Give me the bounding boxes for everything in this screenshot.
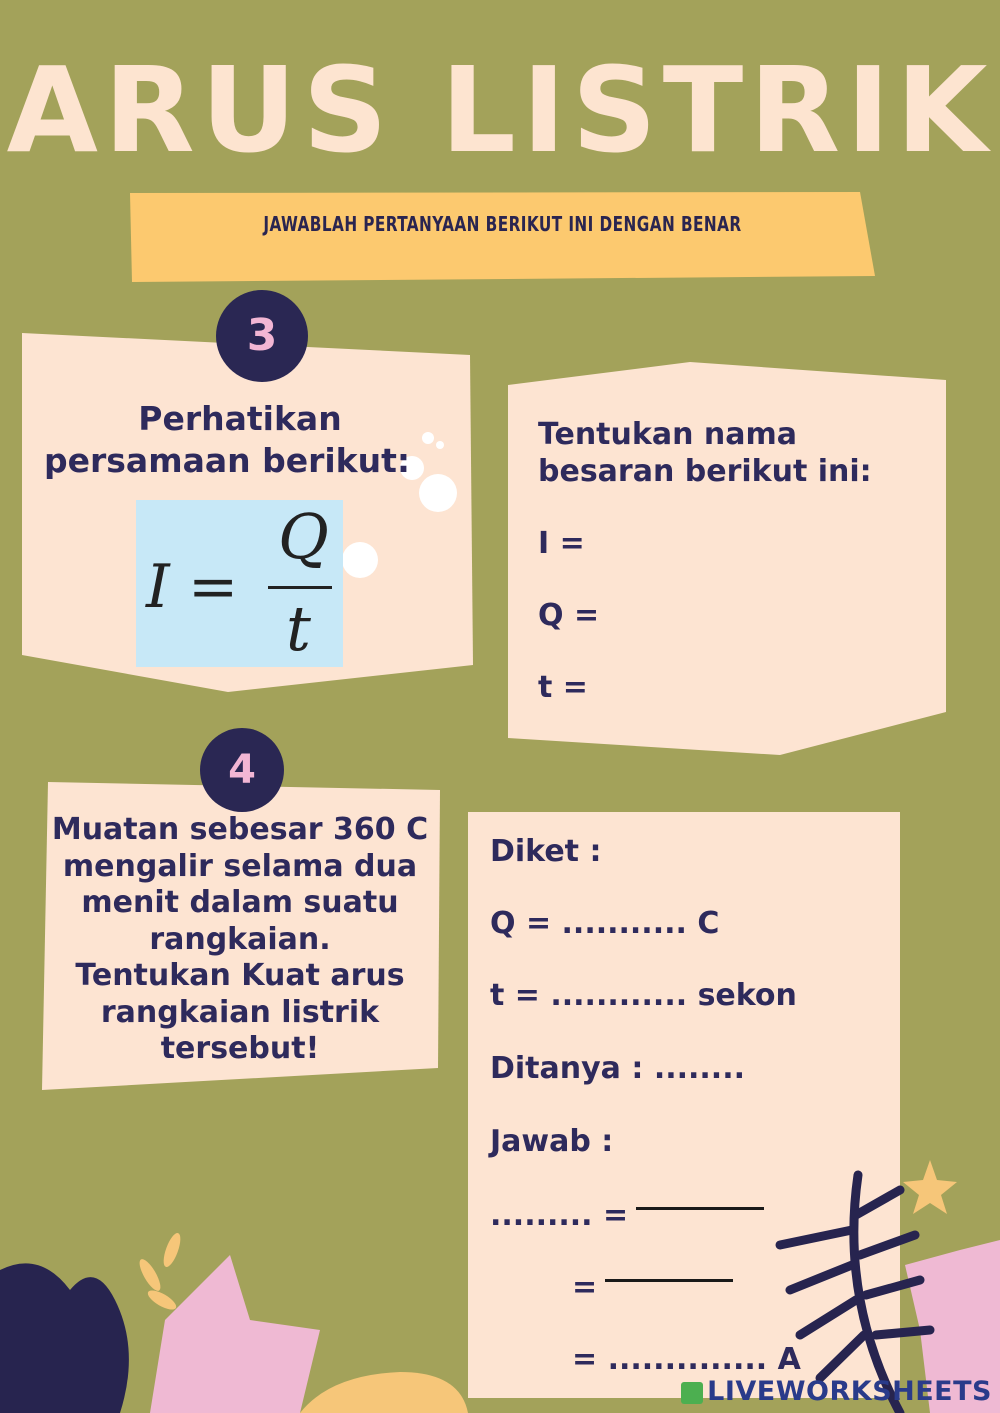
fraction-line: [605, 1279, 733, 1282]
formula-box: [136, 500, 343, 667]
q4-problem-text: [50, 812, 430, 1068]
fraction-bar: [268, 586, 332, 589]
bubble: [342, 542, 378, 578]
formula-lhs: I: [146, 552, 170, 622]
yellow-leaf: [136, 1256, 164, 1293]
logo-icon: [681, 1382, 703, 1404]
step-1-prefix: ......... =: [490, 1198, 629, 1233]
q4-line: Muatan sebesar 360 C: [51, 812, 429, 847]
question-number-badge: 3: [216, 290, 308, 382]
q4-line: menit dalam suatu: [81, 885, 399, 920]
q4-line: tersebut!: [160, 1031, 320, 1066]
formula-equals: =: [188, 552, 239, 622]
jawab-step-1[interactable]: [490, 1198, 764, 1233]
pink-star: [150, 1255, 320, 1413]
diket-q-field[interactable]: Q = ........... C: [490, 906, 720, 941]
diket-t-field[interactable]: t = ............ sekon: [490, 978, 797, 1013]
answer-item-q[interactable]: Q =: [538, 598, 600, 633]
q4-line: rangkaian listrik: [100, 994, 380, 1030]
banner-shape: [130, 192, 875, 282]
logo-text: LIVEWORKSHEETS: [707, 1376, 992, 1407]
q3-prompt: [30, 398, 450, 482]
q4-line: mengalir selama dua: [62, 848, 418, 884]
jawab-label: Jawab :: [490, 1124, 614, 1159]
page-title: ARUS LISTRIK: [6, 41, 994, 179]
step-2-prefix: =: [572, 1270, 598, 1305]
instruction-banner: JAWABLAH PERTANYAAN BERIKUT INI DENGAN BENAR: [263, 212, 742, 236]
yellow-leaf: [145, 1287, 179, 1313]
q3-prompt-line: persamaan berikut:: [44, 441, 411, 480]
q3-answer-instruction: [538, 416, 918, 490]
ditanya-field[interactable]: Ditanya : ........: [490, 1051, 745, 1086]
formula-denominator: t: [286, 592, 311, 665]
question-number-badge: 4: [200, 728, 284, 812]
q4-line: Tentukan Kuat arus: [75, 958, 405, 993]
sand-blob: [300, 1372, 468, 1413]
jawab-step-2[interactable]: [572, 1270, 733, 1305]
fraction-line: [636, 1207, 764, 1210]
q3-prompt-line: Perhatikan: [138, 399, 342, 438]
answer-item-i[interactable]: I =: [538, 526, 585, 561]
diket-label: Diket :: [490, 834, 602, 869]
instruction-line: besaran berikut ini:: [538, 454, 872, 489]
leaf-dark: [0, 1263, 129, 1413]
answer-item-t[interactable]: t =: [538, 670, 588, 705]
formula-numerator: Q: [278, 500, 329, 573]
jawab-step-3[interactable]: = .............. A: [572, 1342, 801, 1377]
q4-line: rangkaian.: [149, 921, 331, 957]
yellow-star: [903, 1160, 957, 1214]
instruction-line: Tentukan nama: [538, 417, 797, 452]
yellow-leaf: [160, 1231, 184, 1269]
liveworksheets-logo: [681, 1376, 992, 1407]
